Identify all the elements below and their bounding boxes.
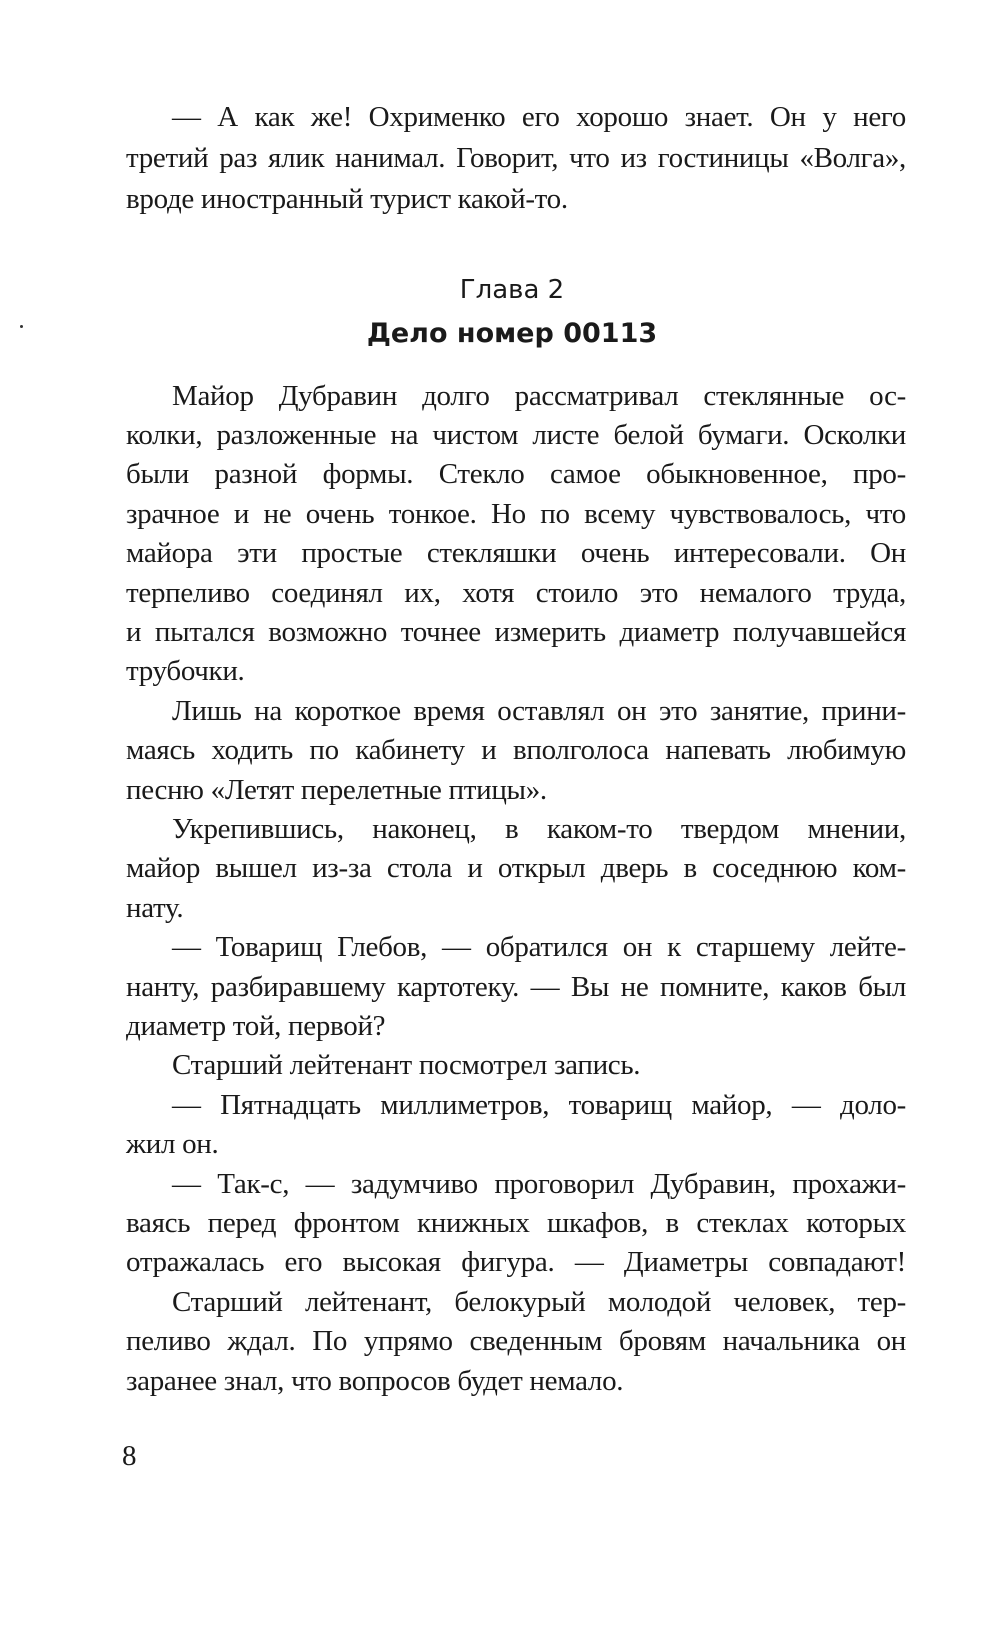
text-line: терпеливо соединял их, хотя стоило это немалого труда, bbox=[126, 577, 906, 609]
text-line: пеливо ждал. По упрямо сведенным бровям начальника он bbox=[126, 1325, 906, 1357]
text-line: трубочки. bbox=[126, 655, 245, 687]
text-line: — Так-с, — задумчиво проговорил Дубравин, прохажи- bbox=[172, 1168, 906, 1200]
text-line: Старший лейтенант, белокурый молодой человек, тер- bbox=[172, 1286, 906, 1318]
text-line: песню «Летят перелетные птицы». bbox=[126, 774, 547, 806]
text-line: Майор Дубравин долго рассматривал стеклянные ос- bbox=[172, 380, 906, 412]
text-line: третий раз ялик нанимал. Говорит, что из гостиницы «Волга», bbox=[126, 142, 906, 174]
text-line: вроде иностранный турист какой-то. bbox=[126, 183, 568, 215]
text-line: Старший лейтенант посмотрел запись. bbox=[172, 1049, 641, 1081]
text-line: диаметр той, первой? bbox=[126, 1010, 386, 1042]
text-line: зрачное и не очень тонкое. Но по всему чувствовалось, что bbox=[126, 498, 906, 530]
text-line: колки, разложенные на чистом листе белой бумаги. Осколки bbox=[126, 419, 906, 451]
text-line: были разной формы. Стекло самое обыкновенное, про- bbox=[126, 458, 906, 490]
text-line: — А как же! Охрименко его хорошо знает. Он у него bbox=[172, 101, 906, 133]
chapter-number: Глава 2 bbox=[459, 275, 565, 305]
text-line: майора эти простые стекляшки очень интересовали. Он bbox=[126, 537, 906, 569]
text-line: жил он. bbox=[126, 1128, 219, 1160]
text-line: Лишь на короткое время оставлял он это занятие, прини- bbox=[172, 695, 906, 727]
text-line: — Пятнадцать миллиметров, товарищ майор, — доло- bbox=[172, 1089, 906, 1121]
page-number: 8 bbox=[122, 1440, 137, 1472]
text-line: — Товарищ Глебов, — обратился он к старшему лейте- bbox=[172, 931, 906, 963]
text-line: заранее знал, что вопросов будет немало. bbox=[126, 1365, 624, 1397]
text-line: маясь ходить по кабинету и вполголоса напевать любимую bbox=[126, 734, 906, 766]
text-line: и пытался возможно точнее измерить диаметр получавшейся bbox=[126, 616, 906, 648]
text-line: отражалась его высокая фигура. — Диаметры совпадают! bbox=[126, 1246, 906, 1278]
chapter-title: Дело номер 00113 bbox=[366, 318, 658, 349]
text-line: ваясь перед фронтом книжных шкафов, в стеклах которых bbox=[126, 1207, 906, 1239]
text-line: нату. bbox=[126, 892, 184, 924]
text-line: нанту, разбиравшему картотеку. — Вы не помните, каков был bbox=[126, 971, 906, 1003]
text-line: майор вышел из-за стола и открыл дверь в соседнюю ком- bbox=[126, 852, 906, 884]
text-line: Укрепившись, наконец, в каком-то твердом мнении, bbox=[172, 813, 906, 845]
